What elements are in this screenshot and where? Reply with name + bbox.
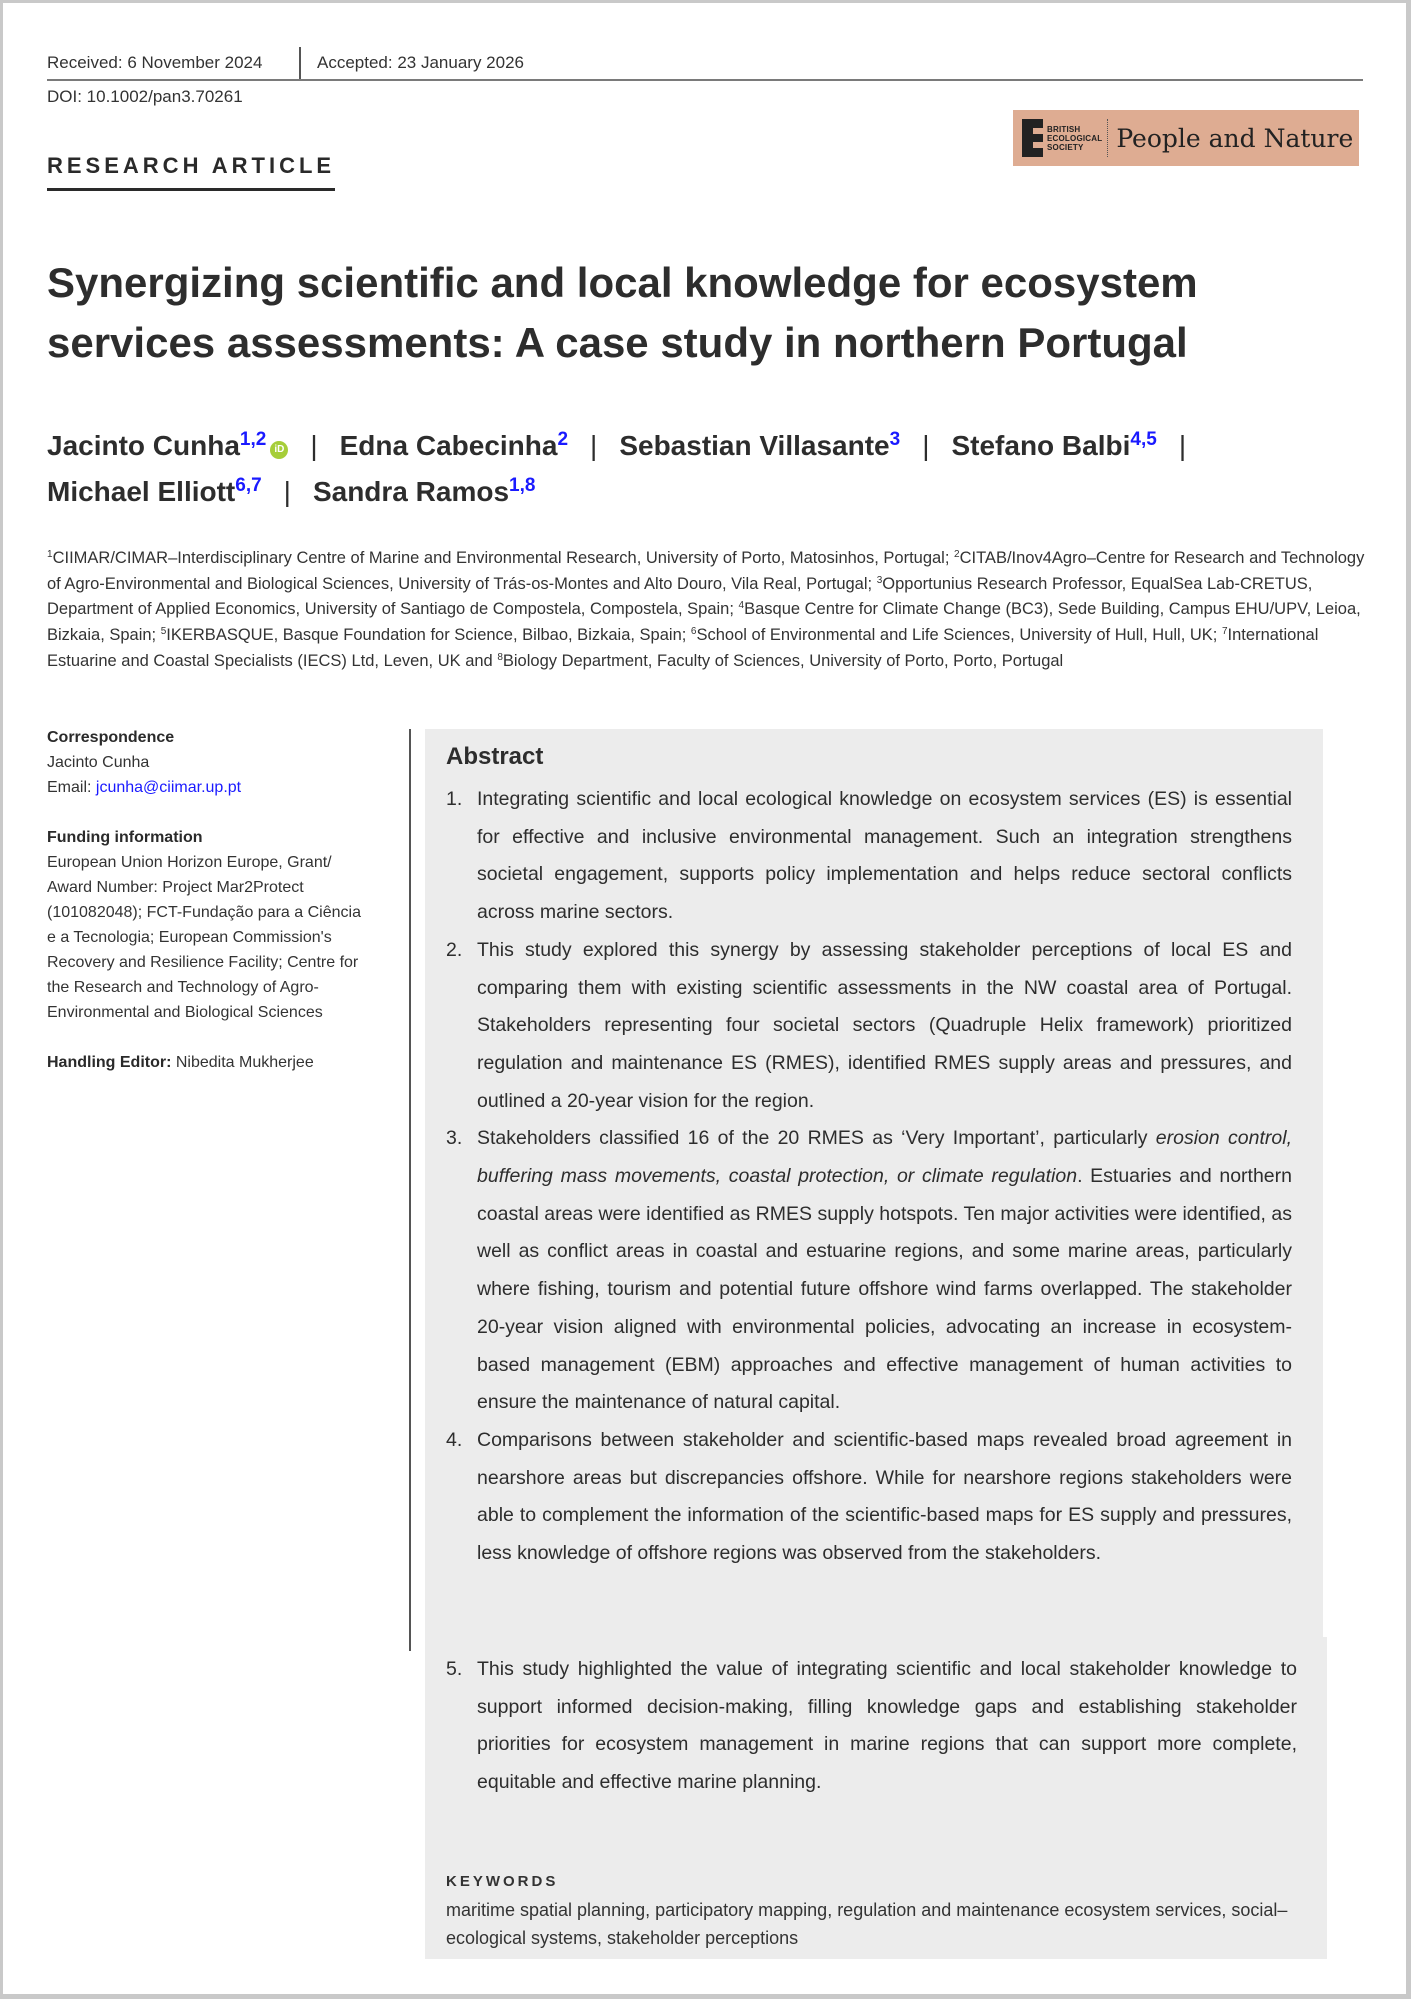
correspondence-heading: Correspondence [47,729,175,746]
funding-heading: Funding information [47,829,203,846]
journal-logo[interactable] [1013,110,1359,166]
author[interactable]: Stefano Balbi$^{4,5}$ [951,429,1157,461]
date-divider [299,47,301,79]
author[interactable]: Edna Cabecinha$^2$ [339,429,569,461]
funding-text: European Union Horizon Europe, Grant/ Award Number: Project Mar2Protect (101082048); FCT-Fundação para a Ciência e a Tecnologia; European Commission's Recovery and Resilience Facility; Centre for the Research and Technology of Agro-Environmental and Biological Sciences [47,854,361,1021]
logo-divider [1107,119,1109,157]
abstract-list [446,781,1292,1573]
orcid-icon[interactable]: iD [270,441,288,459]
column-divider [409,729,411,1651]
article-page [3,3,1406,1994]
handling-editor: Handling Editor: Nibedita Mukherjee [47,1054,314,1071]
correspondence-name: Jacinto Cunha [47,754,150,771]
abstract-item: 5. This study highlighted the value of integrating scientific and local stakeholder knowledge to support informed decision-making, filling knowledge gaps and establishing stakeholder priorities for ecosystem management in marine regions that can support more complete, equitable and effective marine planning. [446,1658,1297,1794]
keywords-heading: KEYWORDS [446,1873,559,1890]
article-dates [47,47,1363,81]
received-date: Received: 6 November 2024 [47,53,263,72]
article-type: RESEARCH ARTICLE [47,153,335,191]
bes-logo-icon [1022,119,1043,157]
journal-name: People and Nature [1116,123,1354,153]
affiliations: $^1$CIIMAR/CIMAR–Interdisciplinary Centre of Marine and Environmental Research, University of Porto, Matosinhos, Portugal; $^2$CITAB/Inov4Agro–Centre for Research and Technology of Agro-Environmental and Biological Sciences, University of Trás-os-Montes and Alto Douro, Vila Real, Portugal; $^3$Opportunius Research Professor, EqualSea Lab-CRETUS, Department of Applied Economics, University of Santiago de Compostela, Compostela, Spain; $^4$Basque Centre for Climate Change (BC3), Sede Building, Campus EHU/UPV, Leioa, Bizkaia, Spain; $^5$IKERBASQUE, Basque Foundation for Science, Bilbao, Bizkaia, Spain; $^6$School of Environmental and Life Sciences, University of Hull, Hull, UK; $^7$International Estuarine and Coastal Specialists (IECS) Ltd, Leven, UK and $^8$Biology Department, Faculty of Sciences, University of Porto, Porto, Portugal [47,549,1365,670]
author-list: Jacinto Cunha$^{1,2}$ iD | Edna Cabecinha$^2$ | Sebastian Villasante$^3$ | Stefano Balbi$^{4,5}$ | Michael Elliott$^{6,7}$ | Sandra Ramos$^{1,8}$ [47,429,1187,507]
author[interactable]: Sebastian Villasante$^3$ [619,429,901,461]
email-link[interactable]: jcunha@ciimar.up.pt [95,779,242,796]
society-name: BRITISH ECOLOGICAL SOCIETY [1047,124,1103,152]
abstract-item: 1. Integrating scientific and local ecological knowledge on ecosystem services (ES) is essential for effective and inclusive environmental management. Such an integration strengthens societal engagement, supports policy implementation and helps reduce sectoral conflicts across marine sectors. [446,788,1292,924]
keywords: maritime spatial planning, participatory mapping, regulation and maintenance ecosystem services, social–ecological systems, stakeholder perceptions [446,1900,1288,1948]
abstract-item: 3. Stakeholders classified 16 of the 20 RMES as ‘Very Important’, particularly erosion control, buffering mass movements, coastal protection, or climate regulation. Estuaries and northern coastal areas were identified as RMES supply hotspots. Ten major activities were identified, as well as conflict areas in coastal and estuarine regions, and some marine areas, particularly where fishing, tourism and potential future offshore wind farms overlapped. The stakeholder 20-year vision aligned with environmental policies, advocating an increase in ecosystem-based management (EBM) approaches and effective management of human activities to ensure the maintenance of natural capital. [446,1127,1292,1414]
abstract-item: 4. Comparisons between stakeholder and scientific-based maps revealed broad agreement in nearshore areas but discrepancies offshore. While for nearshore regions stakeholders were able to complement the information of the scientific-based maps for ES supply and pressures, less knowledge of offshore regions was observed from the stakeholders. [446,1428,1292,1565]
article-sidebar [47,725,367,1075]
accepted-date: Accepted: 23 January 2026 [317,53,524,72]
article-title: Synergizing scientific and local knowledge for ecosystem services assessments: A case study in northern Portugal [47,259,1198,366]
author[interactable]: Jacinto Cunha$^{1,2}$ iD [47,430,288,461]
abstract-list-continued [446,1651,1297,1802]
author[interactable]: Michael Elliott$^{6,7}$ [47,475,262,507]
abstract-heading: Abstract [446,743,544,770]
author[interactable]: Sandra Ramos$^{1,8}$ [312,475,536,507]
doi[interactable]: DOI: 10.1002/pan3.70261 [47,87,243,106]
abstract-item: 2. This study explored this synergy by assessing stakeholder perceptions of local ES and comparing them with existing scientific assessments in the NW coastal area of Portugal. Stakeholders representing four societal sectors (Quadruple Helix framework) prioritized regulation and maintenance ES (RMES), identified RMES supply areas and pressures, and outlined a 20-year vision for the region. [446,938,1292,1112]
correspondence-email: Email: jcunha@ciimar.up.pt [47,779,242,796]
